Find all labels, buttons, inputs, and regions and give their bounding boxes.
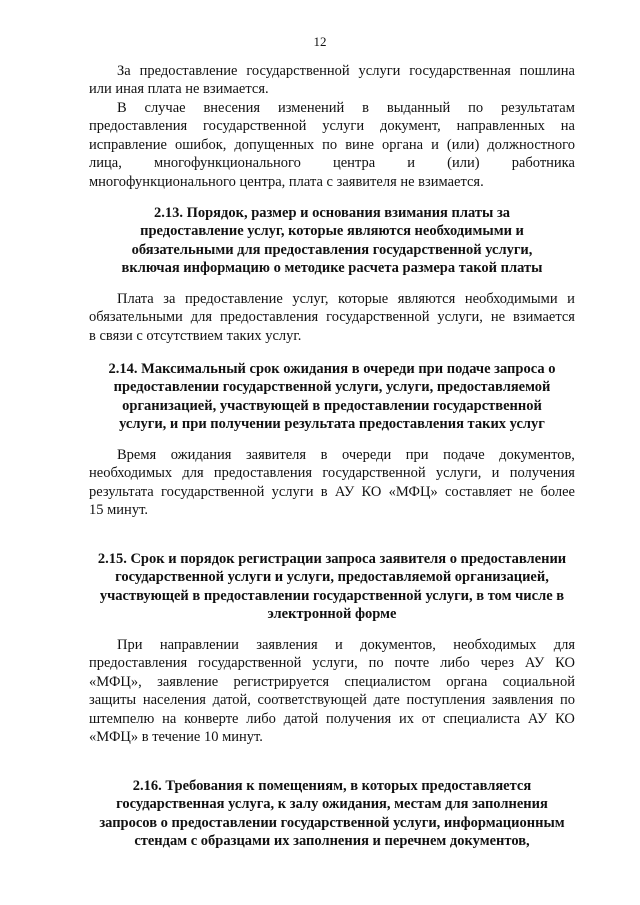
- word: изменений: [277, 100, 345, 116]
- word: для: [182, 465, 204, 482]
- heading-2-14: [89, 360, 575, 434]
- word: услуги: [322, 118, 365, 135]
- word: от: [421, 710, 436, 727]
- text-line: [89, 99, 575, 117]
- word: (или): [446, 136, 480, 153]
- word: выданный: [386, 100, 451, 116]
- paragraph-2-15: [89, 636, 575, 746]
- word: предоставления: [213, 465, 313, 482]
- page-number: 12: [313, 34, 327, 49]
- word: В: [117, 100, 127, 116]
- word: документов,: [360, 637, 436, 653]
- word: в: [320, 483, 328, 500]
- word: услуги,: [437, 309, 483, 326]
- word: датой,: [212, 692, 251, 709]
- word: вине: [345, 136, 374, 153]
- word: направленных: [456, 118, 545, 135]
- word: органа: [382, 136, 424, 153]
- word: случае: [144, 100, 186, 116]
- word: государственная: [409, 63, 511, 79]
- heading-line: участвующей в предоставлении государственной услуги, в том числе в: [99, 587, 565, 604]
- word: и: [431, 136, 439, 153]
- heading-line: 2.14. Максимальный срок ожидания в очереди при подаче запроса о: [108, 361, 556, 377]
- word: Плата: [117, 291, 154, 307]
- heading-line: запросов о предоставлении государственной услуги, информационным: [99, 814, 565, 831]
- word: за: [163, 291, 176, 307]
- heading-line: обязательными для предоставления государственной услуги,: [131, 241, 533, 258]
- word: предоставления: [89, 655, 188, 672]
- word: социальной: [502, 673, 575, 690]
- word: государственной: [322, 465, 426, 482]
- word: при: [405, 447, 429, 463]
- word: услуги: [358, 63, 401, 79]
- word: в: [362, 100, 370, 116]
- text-line: [89, 636, 575, 654]
- word: на: [162, 710, 177, 727]
- word: по: [559, 692, 575, 709]
- word: через: [480, 655, 514, 672]
- word: документов,: [499, 447, 575, 463]
- word: ожидания: [170, 447, 232, 463]
- word: (или): [447, 155, 480, 172]
- text-line: [89, 136, 575, 154]
- word: на: [560, 118, 575, 135]
- word: АУ: [334, 483, 355, 500]
- word: услуги,: [435, 465, 482, 482]
- word: услуги,: [312, 655, 358, 672]
- word: предоставление: [139, 63, 238, 79]
- word: исправление: [89, 136, 167, 153]
- word: заявителя: [245, 447, 307, 463]
- heading-line: электронной форме: [267, 606, 397, 623]
- word: АУ: [524, 655, 545, 672]
- heading-2-16: [89, 777, 575, 851]
- word: не: [490, 309, 506, 326]
- word: обязательными: [89, 309, 183, 326]
- word: датой: [283, 710, 319, 727]
- word: взимается: [513, 309, 575, 326]
- heading-2-15: [89, 550, 575, 624]
- text-line: 15 минут.: [89, 502, 148, 519]
- word: их: [399, 710, 415, 727]
- word: и: [491, 465, 500, 482]
- word: защиты: [89, 692, 137, 709]
- heading-line: государственной услуги и услуги, предоставляемой организацией,: [115, 569, 549, 586]
- word: При: [117, 637, 143, 653]
- paragraph-2-14: [89, 446, 575, 520]
- word: получения: [326, 710, 392, 727]
- word: в: [320, 447, 328, 463]
- word: специалиста: [442, 710, 521, 727]
- word: многофункционального: [153, 155, 301, 172]
- text-line: [89, 464, 575, 482]
- word: по: [368, 655, 384, 672]
- word: «МФЦ»: [388, 483, 438, 500]
- heading-2-13: [89, 204, 575, 278]
- text-line: в связи с отсутствием таких услуг.: [89, 327, 302, 344]
- heading-line: организацией, участвующей в предоставлении государственной: [122, 397, 542, 414]
- heading-line: 2.15. Срок и порядок регистрации запроса заявителя о предоставлении: [97, 551, 567, 567]
- word: органа: [446, 673, 488, 690]
- word: регистрируется: [233, 673, 330, 690]
- word: внесения: [203, 100, 261, 116]
- word: дате: [373, 692, 400, 709]
- word: штемпелю: [89, 710, 155, 727]
- text-line: [89, 62, 575, 80]
- word: услуги: [271, 483, 314, 500]
- heading-line: 2.13. Порядок, размер и основания взимания платы за: [153, 205, 511, 221]
- word: либо: [440, 655, 470, 672]
- word: либо: [246, 710, 276, 727]
- text-line: [89, 117, 575, 135]
- word: АУ: [527, 710, 548, 727]
- text-line: или иная плата не взимается.: [89, 81, 269, 98]
- word: допущенных: [234, 136, 315, 153]
- word: получения: [509, 465, 575, 482]
- text-line: многофункционального центра, плата с заявителя не взимается.: [89, 173, 484, 190]
- heading-line: стендам с образцами их заполнения и перечнем документов,: [134, 833, 530, 850]
- word: государственной: [203, 118, 307, 135]
- heading-line: включая информацию о методике расчета размера такой платы: [121, 260, 543, 277]
- heading-line: предоставлении государственной услуги, услуги, предоставляемой: [113, 379, 551, 396]
- word: результата: [89, 483, 154, 500]
- word: и: [334, 637, 343, 653]
- word: «МФЦ»,: [89, 673, 142, 690]
- text-line: [89, 446, 575, 464]
- word: Время: [117, 447, 157, 463]
- text-line: [89, 290, 575, 308]
- word: лица,: [89, 155, 122, 172]
- heading-line: 2.16. Требования к помещениям, в которых предоставляется: [132, 778, 532, 794]
- word: центра: [332, 155, 376, 172]
- word: по: [322, 136, 338, 153]
- word: заявление: [157, 673, 219, 690]
- text-line: [89, 673, 575, 691]
- word: для: [190, 309, 213, 326]
- word: конверте: [184, 710, 239, 727]
- word: КО: [361, 483, 382, 500]
- word: которые: [338, 291, 389, 307]
- word: соответствующей: [257, 692, 367, 709]
- word: государственной: [198, 655, 302, 672]
- text-line: [89, 691, 575, 709]
- word: не: [519, 483, 534, 500]
- text-line: [89, 483, 575, 501]
- word: необходимыми: [464, 291, 558, 307]
- word: населения: [142, 692, 206, 709]
- word: для: [553, 637, 575, 653]
- word: подаче: [443, 447, 485, 463]
- word: государственной: [160, 483, 265, 500]
- word: предоставления: [89, 118, 188, 135]
- text-line: «МФЦ» в течение 10 минут.: [89, 728, 263, 745]
- word: ошибок,: [174, 136, 227, 153]
- word: пошлина: [519, 63, 575, 79]
- word: заявления: [491, 692, 554, 709]
- text-line: [89, 308, 575, 326]
- word: и: [407, 155, 416, 172]
- word: очереди: [341, 447, 392, 463]
- heading-line: государственная услуга, к залу ожидания, местам для заполнения: [116, 796, 548, 813]
- word: поступления: [406, 692, 486, 709]
- word: предоставления: [220, 309, 319, 326]
- word: государственной: [326, 309, 430, 326]
- word: являются: [397, 291, 456, 307]
- word: предоставление: [184, 291, 283, 307]
- heading-line: услуги, и при получении результата предоставления таких услуг: [119, 416, 545, 433]
- word: результатам: [501, 100, 575, 116]
- word: заявления: [256, 637, 318, 653]
- word: государственной: [246, 63, 350, 79]
- word: необходимых: [89, 465, 173, 482]
- word: должностного: [487, 136, 575, 153]
- word: работника: [511, 155, 575, 172]
- text-line: [89, 154, 575, 172]
- word: КО: [555, 710, 575, 727]
- word: необходимых: [453, 637, 537, 653]
- word: услуг,: [292, 291, 329, 307]
- word: почте: [394, 655, 430, 672]
- word: специалистом: [344, 673, 431, 690]
- text-line: [89, 654, 575, 672]
- paragraph-2-13: [89, 290, 575, 345]
- paragraph-fee-1: [89, 62, 575, 99]
- word: по: [468, 100, 484, 116]
- word: документ,: [379, 118, 441, 135]
- heading-line: предоставление услуг, которые являются необходимыми и: [140, 223, 524, 240]
- text-line: [89, 710, 575, 728]
- word: составляет: [444, 483, 512, 500]
- word: более: [540, 483, 575, 500]
- word: направлении: [159, 637, 239, 653]
- word: и: [567, 291, 575, 307]
- word: За: [117, 63, 131, 79]
- paragraph-fee-2: [89, 99, 575, 191]
- word: КО: [555, 655, 575, 672]
